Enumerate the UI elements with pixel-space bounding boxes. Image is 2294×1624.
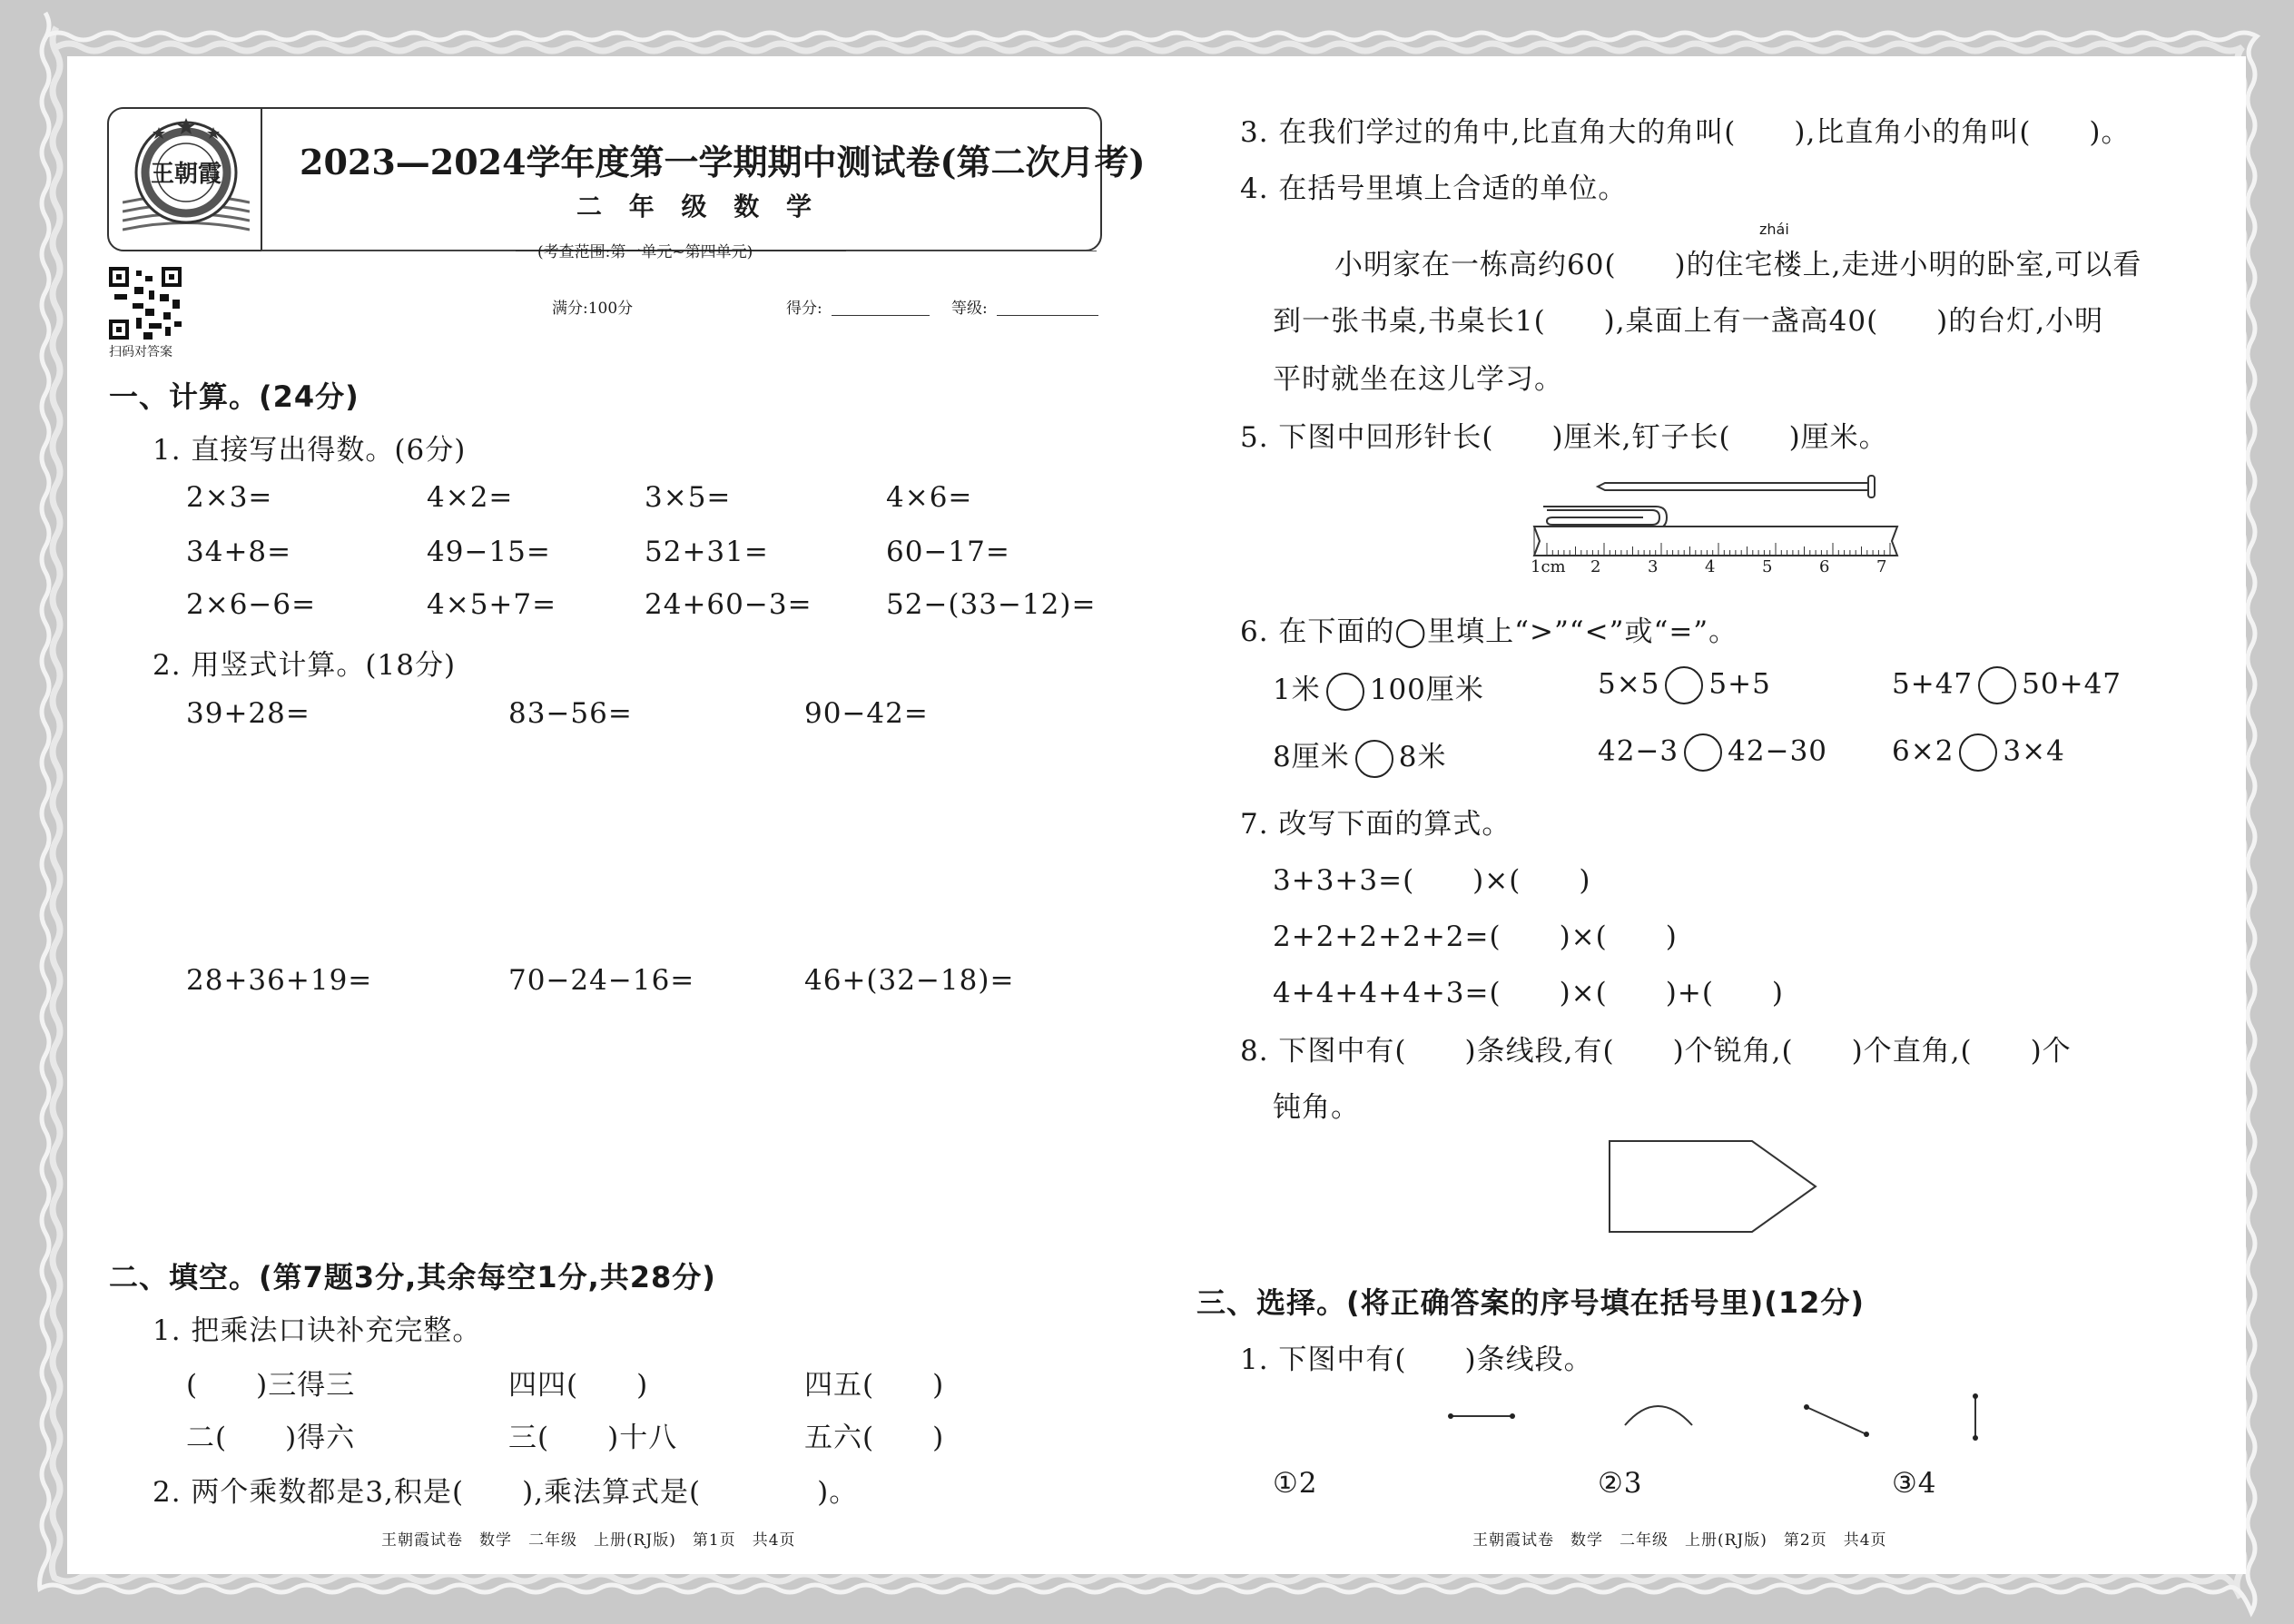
calc-item: 60−17= — [886, 536, 1010, 568]
exam-scope: (考查范围:第一单元~第四单元) — [537, 243, 753, 261]
calc-item: 4×6= — [886, 481, 973, 514]
s2-q4-line3: 平时就坐在这儿学习。 — [1273, 363, 1563, 396]
vertical-calc-item: 83−56= — [508, 697, 633, 730]
multiplication-rhyme: 四五( ) — [804, 1369, 945, 1402]
s2-q4-line2: 到一张书桌,书桌长1( ),桌面上有一盏高40( )的台灯,小明 — [1273, 305, 2104, 338]
calc-item: 24+60−3= — [645, 588, 812, 621]
s1-q2-label: 2. 用竖式计算。(18分) — [153, 649, 457, 682]
s2-q1-label: 1. 把乘法口诀补充完整。 — [153, 1314, 482, 1347]
compare-circle[interactable] — [1355, 740, 1393, 778]
pentagon-figure — [1607, 1137, 1821, 1236]
ruler-label: 6 — [1819, 557, 1830, 576]
compare-item: 42−3 42−30 — [1598, 733, 1827, 772]
ruler-figure — [1525, 468, 1906, 586]
vertical-calc-item: 70−24−16= — [508, 964, 695, 997]
rewrite-item: 4+4+4+4+3=( )×( )+( ) — [1273, 977, 1785, 1009]
arc-figure — [1625, 1406, 1692, 1425]
ruler-label: 1cm — [1531, 557, 1566, 576]
multiplication-rhyme: 二( )得六 — [186, 1422, 356, 1454]
compare-circle[interactable] — [1665, 666, 1703, 704]
s2-q2: 2. 两个乘数都是3,积是( ),乘法算式是( )。 — [153, 1476, 859, 1509]
vertical-calc-item: 39+28= — [186, 697, 310, 730]
compare-item: 6×2 3×4 — [1892, 733, 2065, 772]
full-score: 满分:100分 — [552, 300, 634, 318]
option-a[interactable]: ①2 — [1273, 1467, 1318, 1500]
s2-q4-line1: 小明家在一栋高约60( )的住宅楼上,走进小明的卧室,可以看 — [1334, 249, 2142, 281]
ruler-label: 3 — [1648, 557, 1659, 576]
grade-field[interactable] — [997, 315, 1098, 316]
calc-item: 49−15= — [427, 536, 551, 568]
compare-circle[interactable] — [1326, 673, 1364, 711]
option-c[interactable]: ③4 — [1892, 1467, 1937, 1500]
compare-item: 5+47 50+47 — [1892, 666, 2122, 704]
exam-subtitle: 二 年 级 数 学 — [576, 192, 821, 221]
compare-item: 1米 100厘米 — [1273, 666, 1484, 711]
calc-item: 4×2= — [427, 481, 514, 514]
footer-left: 王朝霞试卷 数学 二年级 上册(RJ版) 第1页 共4页 — [381, 1531, 796, 1550]
section-2-heading: 二、填空。(第7题3分,其余每空1分,共28分) — [109, 1260, 716, 1294]
footer-right: 王朝霞试卷 数学 二年级 上册(RJ版) 第2页 共4页 — [1472, 1531, 1887, 1550]
vertical-segment-figure — [1973, 1393, 1978, 1441]
calc-item: 2×6−6= — [186, 588, 317, 621]
score-label: 得分: — [786, 300, 822, 318]
calc-item: 4×5+7= — [427, 588, 557, 621]
s2-q4-label: 4. 在括号里填上合适的单位。 — [1240, 172, 1628, 205]
ruler-label: 7 — [1876, 557, 1887, 576]
calc-item: 52+31= — [645, 536, 769, 568]
multiplication-rhyme: 三( )十八 — [508, 1422, 678, 1454]
ruler-label: 2 — [1590, 557, 1601, 576]
s2-q7-label: 7. 改写下面的算式。 — [1240, 808, 1511, 841]
s2-q3: 3. 在我们学过的角中,比直角大的角叫( ),比直角小的角叫( )。 — [1240, 116, 2131, 149]
calc-item: 52−(33−12)= — [886, 588, 1097, 621]
s2-q5: 5. 下图中回形针长( )厘米,钉子长( )厘米。 — [1240, 421, 1888, 454]
calc-item: 34+8= — [186, 536, 292, 568]
header-divider — [261, 107, 262, 251]
multiplication-rhyme: ( )三得三 — [186, 1369, 356, 1402]
score-field[interactable] — [832, 315, 930, 316]
option-b[interactable]: ②3 — [1598, 1467, 1643, 1500]
vertical-calc-item: 46+(32−18)= — [804, 964, 1015, 997]
section-1-heading: 一、计算。(24分) — [109, 379, 359, 414]
compare-item: 8厘米 8米 — [1273, 733, 1446, 778]
rewrite-item: 3+3+3=( )×( ) — [1273, 864, 1591, 897]
rewrite-item: 2+2+2+2+2=( )×( ) — [1273, 920, 1678, 953]
vertical-calc-item: 28+36+19= — [186, 964, 373, 997]
vertical-calc-item: 90−42= — [804, 697, 929, 730]
slanted-segment-figure — [1804, 1404, 1869, 1437]
section-3-heading: 三、选择。(将正确答案的序号填在括号里)(12分) — [1196, 1285, 1866, 1320]
school-logo — [123, 116, 250, 241]
multiplication-rhyme: 五六( ) — [804, 1422, 945, 1454]
exam-title: 2023—2024学年度第一学期期中测试卷(第二次月考) — [300, 142, 1146, 182]
s2-q6-label: 6. 在下面的◯里填上“>”“<”或“=”。 — [1240, 615, 1738, 648]
s2-q8-line1: 8. 下图中有( )条线段,有( )个锐角,( )个直角,( )个 — [1240, 1035, 2072, 1068]
compare-circle[interactable] — [1959, 733, 1997, 772]
s2-q8-line2: 钝角。 — [1273, 1091, 1360, 1124]
calc-item: 3×5= — [645, 481, 732, 514]
ruler-label: 5 — [1762, 557, 1773, 576]
line-figures — [1434, 1387, 2033, 1442]
ruler-label: 4 — [1705, 557, 1716, 576]
pinyin-zhai: zhái — [1759, 221, 1789, 238]
grade-label: 等级: — [951, 300, 988, 318]
qr-code-icon[interactable] — [109, 267, 182, 340]
qr-caption: 扫码对答案 — [109, 345, 172, 359]
compare-item: 5×5 5+5 — [1598, 666, 1771, 704]
multiplication-rhyme: 四四( ) — [508, 1369, 649, 1402]
svg-text:王朝霞: 王朝霞 — [150, 161, 222, 188]
segment-figure — [1448, 1413, 1515, 1419]
compare-circle[interactable] — [1978, 666, 2016, 704]
s1-q1-label: 1. 直接写出得数。(6分) — [153, 434, 467, 467]
compare-circle[interactable] — [1684, 733, 1722, 772]
s3-q1: 1. 下图中有( )条线段。 — [1240, 1343, 1593, 1376]
calc-item: 2×3= — [186, 481, 273, 514]
